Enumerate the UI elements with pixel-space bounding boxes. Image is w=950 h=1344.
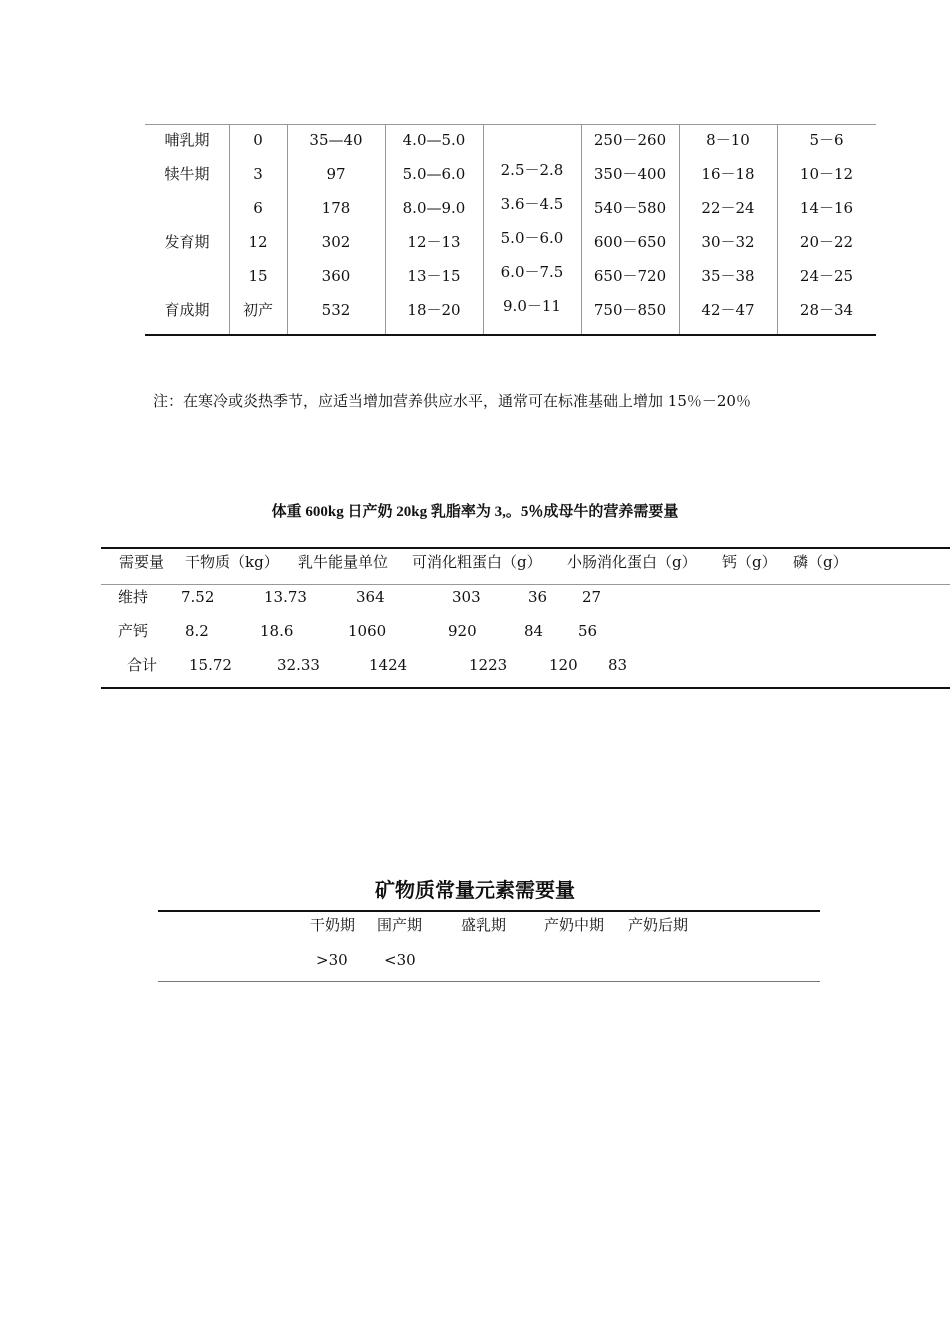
table-cell: 12－13 [407, 233, 461, 251]
table-cell: 10－12 [799, 165, 854, 183]
table-cell: 哺乳期 [164, 131, 210, 149]
table2-cell: 56 [578, 622, 598, 640]
table2-cell: 18.6 [260, 622, 294, 640]
table2-cell: 维持 [118, 588, 149, 606]
table2-cell: 15.72 [189, 656, 232, 674]
table2-cell: 1223 [469, 656, 508, 674]
table3-cell: >30 [316, 951, 348, 969]
table-bottom-rule [145, 334, 876, 336]
table2-cell: 32.33 [277, 656, 320, 674]
table-top-rule [145, 124, 876, 125]
table-note: 注：在寒冷或炎热季节，应适当增加营养供应水平，通常可在标准基础上增加 15％－20％ [153, 392, 751, 410]
table2-cell: 产钙 [118, 622, 149, 640]
table-cell: 初产 [242, 301, 273, 319]
table-cell: 5.0－6.0 [500, 229, 564, 247]
table-cell: 20－22 [799, 233, 854, 251]
table2-cell: 303 [452, 588, 481, 606]
table-cell: 6 [253, 199, 263, 217]
table2-header: 乳牛能量单位 [298, 553, 389, 571]
table2-cell: 1060 [348, 622, 387, 640]
table2-cell: 120 [549, 656, 578, 674]
table-cell: 22－24 [701, 199, 755, 217]
table2-header: 钙（g） [722, 553, 777, 571]
table-cell: 12 [248, 233, 268, 251]
table2-title: 体重 600kg 日产奶 20kg 乳脂率为 3,。5％成母牛的营养需要量 [271, 504, 679, 520]
table-cell: 16－18 [701, 165, 755, 183]
table2-cell: 364 [356, 588, 385, 606]
table3-bottom-rule [158, 981, 820, 982]
table2-cell: 合计 [127, 656, 158, 674]
table2-cell: 36 [528, 588, 548, 606]
table-cell: 350－400 [593, 165, 667, 183]
table-cell: 540－580 [593, 199, 667, 217]
table2-cell: 27 [582, 588, 602, 606]
table2-cell: 7.52 [181, 588, 215, 606]
table-cell: 35－38 [701, 267, 755, 285]
table-cell: 6.0－7.5 [500, 263, 564, 281]
table3-title: 矿物质常量元素需要量 [375, 878, 575, 902]
table-cell: 35—40 [309, 131, 363, 149]
table-cell: 28－34 [799, 301, 854, 319]
table3-header: 产奶后期 [628, 916, 689, 934]
growth-nutrition-table [145, 124, 876, 336]
table-cell: 0 [253, 131, 263, 149]
table-cell: 5.0—6.0 [402, 165, 466, 183]
table-cell: 42－47 [701, 301, 755, 319]
table-cell: 30－32 [701, 233, 755, 251]
table3-top-rule [158, 910, 820, 912]
table-cell: 9.0－11 [503, 297, 561, 315]
table2-cell: 1424 [369, 656, 408, 674]
table3-cell: <30 [384, 951, 416, 969]
table2-header: 小肠消化蛋白（g） [567, 553, 697, 571]
table2-header: 需要量 [119, 553, 165, 571]
table2-header: 可消化粗蛋白（g） [412, 553, 542, 571]
table-cell: 8.0—9.0 [402, 199, 466, 217]
table-cell: 178 [321, 199, 351, 217]
table-cell: 3.6－4.5 [500, 195, 564, 213]
table2-cell: 83 [608, 656, 628, 674]
table3-header: 产奶中期 [544, 916, 605, 934]
table-cell: 5－6 [809, 131, 844, 149]
table-cell: 15 [248, 267, 268, 285]
table2-header: 干物质（kg） [185, 553, 279, 571]
table-cell: 360 [321, 267, 351, 285]
table2-cell: 920 [448, 622, 477, 640]
table-cell: 犊牛期 [164, 165, 210, 183]
table-cell: 650－720 [593, 267, 667, 285]
table3-header: 围产期 [377, 916, 423, 934]
table3-header: 干奶期 [310, 916, 356, 934]
table-cell: 4.0—5.0 [402, 131, 466, 149]
table-cell: 18－20 [407, 301, 461, 319]
table-cell: 2.5－2.8 [500, 161, 564, 179]
table-cell: 育成期 [164, 301, 210, 319]
table-cell: 97 [326, 165, 346, 183]
table-cell: 302 [321, 233, 351, 251]
table-cell: 8－10 [706, 131, 750, 149]
table3-header: 盛乳期 [461, 916, 507, 934]
table2-header-rule [101, 584, 950, 585]
table2-cell: 8.2 [185, 622, 209, 640]
table-cell: 13－15 [407, 267, 461, 285]
table-cell: 发育期 [164, 233, 210, 251]
table-cell: 250－260 [593, 131, 667, 149]
table2-cell: 13.73 [264, 588, 307, 606]
table-cell: 750－850 [593, 301, 667, 319]
table2-bottom-rule [101, 687, 950, 689]
table2-cell: 84 [524, 622, 544, 640]
table2-top-rule [101, 547, 950, 549]
table-cell: 14－16 [799, 199, 854, 217]
table-cell: 600－650 [593, 233, 667, 251]
table-cell: 3 [253, 165, 263, 183]
table-cell: 24－25 [799, 267, 854, 285]
table2-header: 磷（g） [793, 553, 848, 571]
table-cell: 532 [321, 301, 351, 319]
